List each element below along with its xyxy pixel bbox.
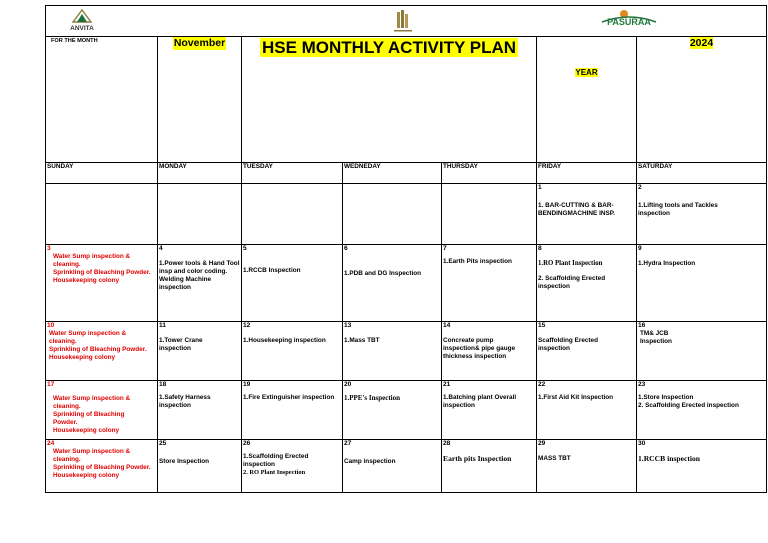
week-row-5 xyxy=(46,440,767,493)
day-number: 12 xyxy=(243,322,251,329)
day-cell xyxy=(158,184,242,245)
activity-text: 1.Hydra Inspection xyxy=(638,260,696,267)
activity-text: 1.PPE's Inspection xyxy=(344,394,401,402)
center-logo xyxy=(388,8,418,37)
day-cell xyxy=(537,184,637,245)
day-cell xyxy=(537,440,637,493)
activity-text: 2. RO Plant Inspection xyxy=(243,469,306,476)
day-cell xyxy=(343,245,442,322)
activity-text: 1.RO Plant Inspection xyxy=(538,260,603,267)
day-cell xyxy=(242,245,343,322)
day-cell xyxy=(637,440,767,493)
activity-text: 1.Scaffolding Erected inspection xyxy=(243,453,309,468)
pasuraa-logo-text: PASURAA xyxy=(607,17,651,27)
activity-text: Water Sump inspection & cleaning. xyxy=(53,395,131,410)
title-cell xyxy=(242,37,537,163)
activity-text: 1.First Aid Kit Inspection xyxy=(538,394,614,401)
day-number: 8 xyxy=(538,245,542,252)
activity-text: 1.Tower Crane inspection xyxy=(159,337,203,352)
week-row-1 xyxy=(46,184,767,245)
day-header-friday: FRIDAY xyxy=(537,163,637,184)
activity-text: Housekeeping colony xyxy=(49,354,116,361)
day-header-row xyxy=(46,163,767,184)
day-header-monday: MONDAY xyxy=(158,163,242,184)
day-cell xyxy=(242,440,343,493)
activity-text: Housekeeping colony xyxy=(53,277,120,284)
day-cell xyxy=(343,440,442,493)
year-label: YEAR xyxy=(575,68,598,77)
activity-text: 1.RCCB Inspection xyxy=(243,267,301,274)
activity-text: 1.Mass TBT xyxy=(344,337,380,344)
day-cell xyxy=(537,381,637,440)
week-row-4 xyxy=(46,381,767,440)
activity-text: 1. BAR-CUTTING & BAR-BENDINGMACHINE INSP. xyxy=(538,202,615,217)
day-cell xyxy=(537,245,637,322)
day-number: 26 xyxy=(243,440,251,447)
day-number: 15 xyxy=(538,322,546,329)
activity-text: Concreate pump inspection& pipe gauge thickness inspection xyxy=(443,337,516,360)
day-cell xyxy=(637,322,767,381)
logo-bar xyxy=(46,6,767,37)
day-cell xyxy=(242,322,343,381)
activity-text: Welding Machine inspection xyxy=(159,276,212,291)
day-number: 21 xyxy=(443,381,451,388)
day-cell xyxy=(343,184,442,245)
day-cell xyxy=(442,322,537,381)
day-cell xyxy=(442,381,537,440)
activity-text: Scaffolding Erected inspection xyxy=(538,337,599,352)
day-number: 3 xyxy=(47,245,51,252)
day-cell xyxy=(46,184,158,245)
activity-text: 1.Batching plant Overall inspection xyxy=(443,394,517,409)
day-number: 19 xyxy=(243,381,251,388)
activity-text: 2. Scaffolding Erected inspection xyxy=(638,402,739,409)
week-row-3 xyxy=(46,322,767,381)
day-number: 2 xyxy=(638,184,642,191)
day-cell xyxy=(46,245,158,322)
activity-text: MASS TBT xyxy=(538,455,571,462)
page-title: HSE MONTHLY ACTIVITY PLAN xyxy=(261,38,517,57)
day-cell xyxy=(442,440,537,493)
day-cell xyxy=(158,440,242,493)
day-number: 11 xyxy=(159,322,166,329)
activity-text: TM& JCB Inspection xyxy=(640,330,672,345)
activity-text: Water Sump inspection & cleaning. xyxy=(53,448,131,463)
activity-text: 1.Lifting tools and Tackles inspection xyxy=(638,202,718,217)
day-number: 23 xyxy=(638,381,646,388)
day-cell xyxy=(442,245,537,322)
activity-text: 1.Safety Harness inspection xyxy=(159,394,211,409)
activity-text: Camp inspection xyxy=(344,458,396,465)
pasuraa-logo xyxy=(596,8,662,35)
day-number: 22 xyxy=(538,381,546,388)
activity-text: 2. Scaffolding Erected inspection xyxy=(538,275,606,290)
day-number: 30 xyxy=(638,440,646,447)
day-number: 13 xyxy=(344,322,352,329)
day-cell xyxy=(46,381,158,440)
anvita-logo-text: ANVITA xyxy=(70,25,94,32)
activity-text: 1.Housekeeping inspection xyxy=(243,337,326,344)
day-number: 18 xyxy=(159,381,167,388)
for-the-month-label: FOR THE MONTH xyxy=(46,37,158,163)
day-number: 10 xyxy=(47,322,55,329)
day-cell xyxy=(442,184,537,245)
activity-plan-table xyxy=(45,5,767,493)
month-value: November xyxy=(173,37,226,49)
month-cell xyxy=(158,37,242,163)
day-header-wednesday: WEDNEDAY xyxy=(343,163,442,184)
day-cell xyxy=(343,322,442,381)
day-cell xyxy=(343,381,442,440)
day-cell xyxy=(537,322,637,381)
day-number: 27 xyxy=(344,440,352,447)
activity-text: 1.Power tools & Hand Tool insp and color coding. xyxy=(159,260,240,275)
year-value: 2024 xyxy=(689,37,714,49)
title-row xyxy=(46,37,767,163)
building-icon xyxy=(388,8,418,34)
anvita-logo-mark xyxy=(62,8,102,32)
activity-text: 1.RCCB inspection xyxy=(638,454,701,463)
day-number: 24 xyxy=(47,440,55,447)
activity-text: 1.Fire Extinguisher inspection xyxy=(243,394,335,401)
activity-text: 1.Store Inspection xyxy=(638,394,694,401)
activity-text: Housekeeping colony xyxy=(53,427,120,434)
day-number: 17 xyxy=(47,381,55,388)
activity-text: Sprinkling of Bleaching Powder. xyxy=(53,269,151,276)
anvita-logo xyxy=(62,8,102,35)
day-cell xyxy=(242,184,343,245)
day-header-tuesday: TUESDAY xyxy=(242,163,343,184)
day-number: 5 xyxy=(243,245,247,252)
pasuraa-logo-mark xyxy=(596,8,662,32)
day-cell xyxy=(637,245,767,322)
activity-text: 1.Earth Pits inspection xyxy=(443,258,512,265)
day-header-sunday: SUNDAY xyxy=(46,163,158,184)
year-label-cell xyxy=(537,37,637,163)
day-header-thursday: THURSDAY xyxy=(442,163,537,184)
day-number: 20 xyxy=(344,381,352,388)
day-cell xyxy=(158,245,242,322)
day-number: 4 xyxy=(159,245,163,252)
day-cell xyxy=(158,381,242,440)
day-number: 14 xyxy=(443,322,451,329)
day-cell xyxy=(242,381,343,440)
day-number: 25 xyxy=(159,440,167,447)
activity-text: Sprinkling of Bleaching Powder. xyxy=(49,346,147,353)
day-number: 7 xyxy=(443,245,447,252)
day-number: 16 xyxy=(638,322,646,329)
year-cell xyxy=(637,37,767,163)
day-number: 6 xyxy=(344,245,348,252)
activity-text: Store Inspection xyxy=(159,458,210,465)
activity-text: Earth pits Inspection xyxy=(443,454,512,463)
day-header-saturday: SATURDAY xyxy=(637,163,767,184)
day-cell xyxy=(637,381,767,440)
week-row-2 xyxy=(46,245,767,322)
activity-text: Sprinkling of Bleaching Powder. Housekeeping colony xyxy=(53,464,151,479)
activity-text: Water Sump inspection & cleaning. xyxy=(53,253,131,268)
day-cell xyxy=(637,184,767,245)
activity-text: 1.PDB and DG Inspection xyxy=(344,270,422,277)
activity-text: Water Sump inspection & cleaning. xyxy=(49,330,127,345)
day-number: 1 xyxy=(538,184,542,191)
day-cell xyxy=(46,440,158,493)
day-number: 9 xyxy=(638,245,642,252)
day-cell xyxy=(46,322,158,381)
logo-row xyxy=(46,6,767,37)
day-cell xyxy=(158,322,242,381)
day-number: 28 xyxy=(443,440,451,447)
activity-text: Sprinkling of Bleaching Powder. xyxy=(53,411,125,426)
day-number: 29 xyxy=(538,440,546,447)
